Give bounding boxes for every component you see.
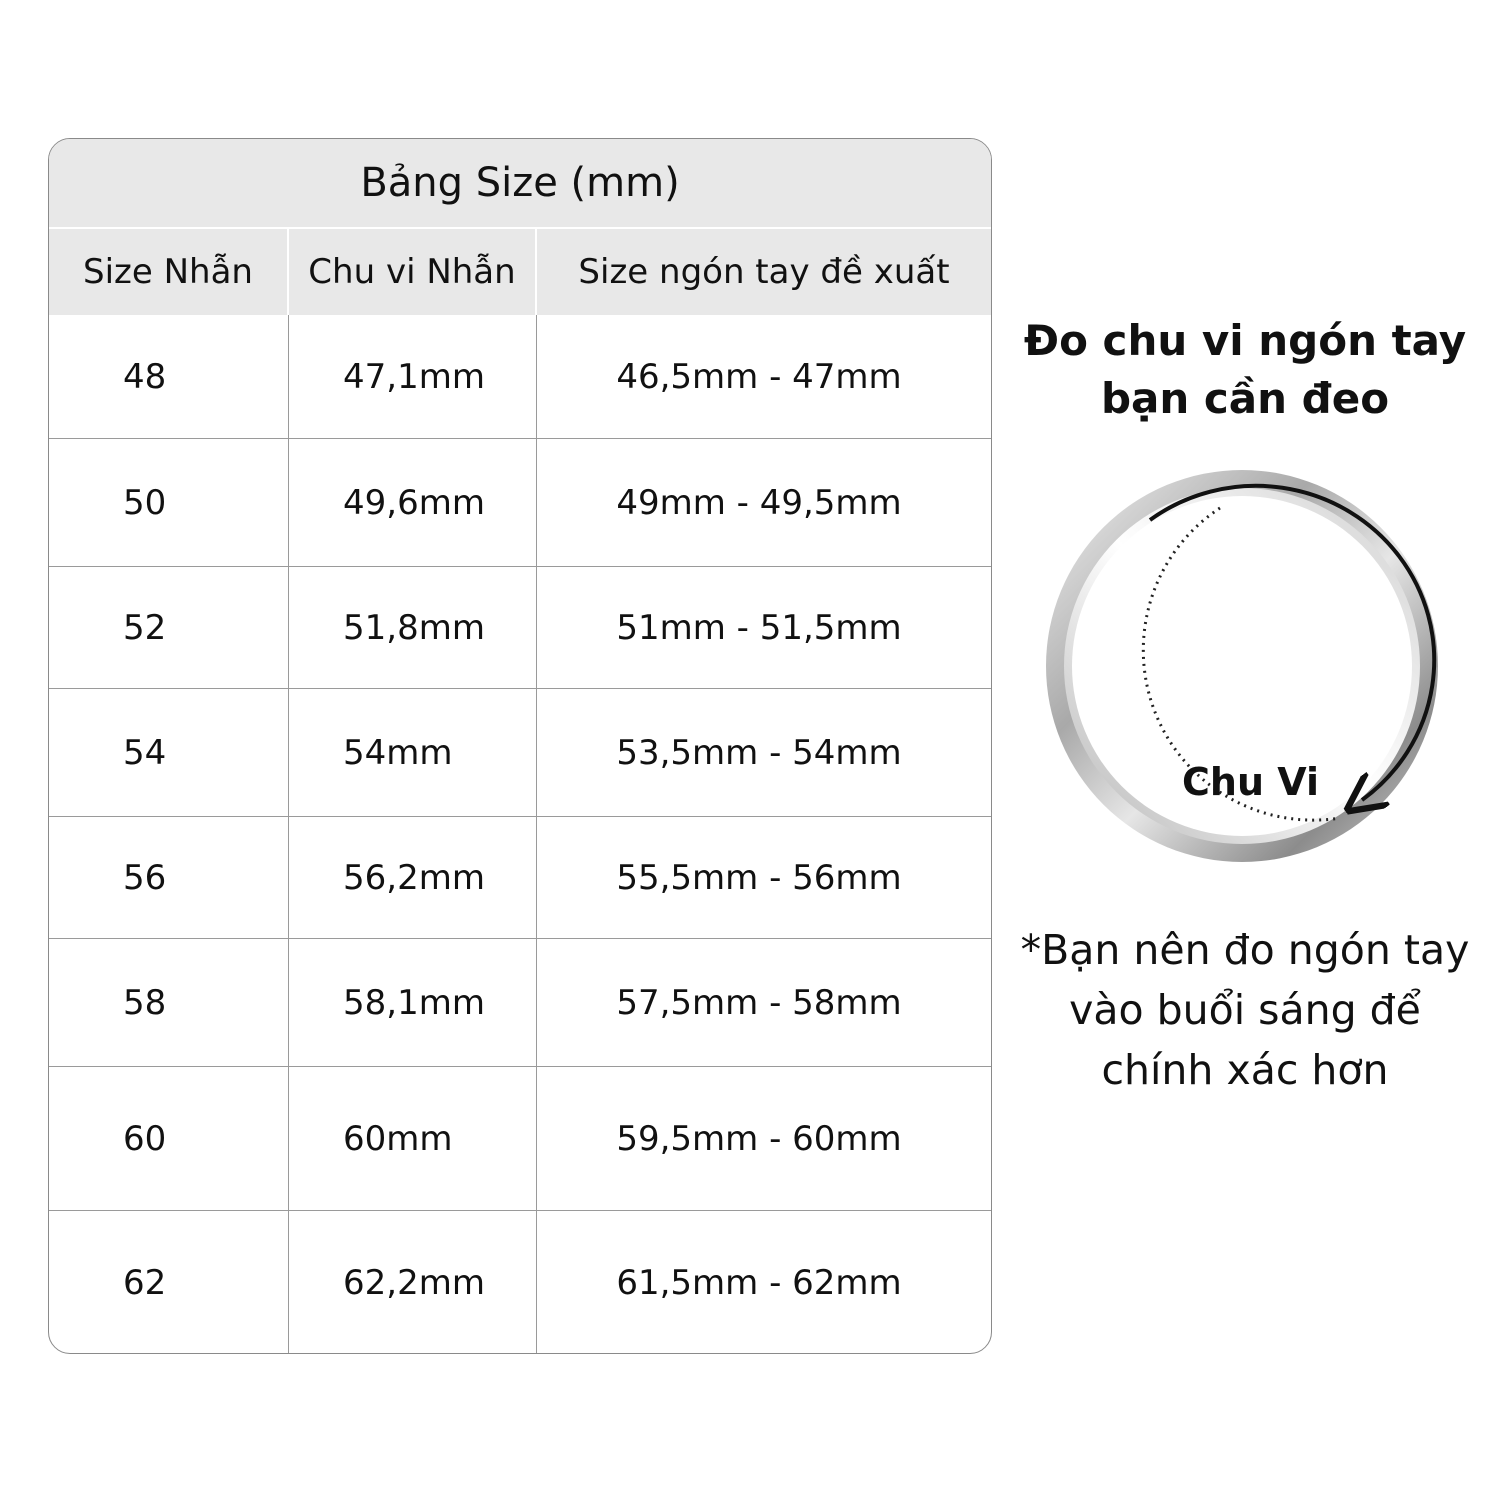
- cell-ring-circumference: 47,1mm: [289, 315, 537, 438]
- table-title: Bảng Size (mm): [49, 139, 991, 227]
- cell-finger-size: 57,5mm - 58mm: [616, 982, 902, 1023]
- cell-ring-circumference: 60mm: [289, 1067, 537, 1210]
- cell-finger-size: 49mm - 49,5mm: [616, 482, 902, 523]
- measure-heading: [1010, 312, 1480, 428]
- size-table: [48, 138, 992, 1354]
- table-row: [49, 439, 991, 567]
- table-row: [49, 315, 991, 439]
- table-body: [49, 315, 991, 1354]
- cell-ring-size: 56: [49, 817, 289, 938]
- table-row: [49, 939, 991, 1067]
- table-header-row: [49, 229, 991, 315]
- cell-ring-size: 54: [49, 689, 289, 816]
- cell-ring-circumference: 62,2mm: [289, 1211, 537, 1354]
- cell-ring-size: 48: [49, 315, 289, 438]
- note-line-3: chính xác hơn: [1101, 1046, 1389, 1094]
- cell-ring-size: 60: [49, 1067, 289, 1210]
- cell-ring-size: 62: [49, 1211, 289, 1354]
- table-row: [49, 1067, 991, 1211]
- cell-ring-circumference: 51,8mm: [289, 567, 537, 688]
- measure-heading-line-1: Đo chu vi ngón tay: [1023, 316, 1467, 365]
- table-row: [49, 689, 991, 817]
- note-line-1: *Bạn nên đo ngón tay: [1020, 926, 1470, 974]
- cell-finger-size: 51mm - 51,5mm: [616, 607, 902, 648]
- cell-finger-size: 53,5mm - 54mm: [616, 732, 902, 773]
- header-ring-circumference: Chu vi Nhẫn: [289, 229, 535, 315]
- table-row: [49, 817, 991, 939]
- table-row: [49, 567, 991, 689]
- measure-note: [1010, 920, 1480, 1100]
- cell-ring-circumference: 56,2mm: [289, 817, 537, 938]
- cell-ring-circumference: 58,1mm: [289, 939, 537, 1066]
- header-finger-size: Size ngón tay đề xuất: [537, 229, 991, 315]
- ring-illustration: [1020, 448, 1460, 888]
- ring-label: Chu Vi: [1182, 760, 1319, 804]
- header-ring-size: Size Nhẫn: [49, 229, 287, 315]
- cell-finger-size: 59,5mm - 60mm: [616, 1118, 902, 1159]
- ring-icon: [1020, 448, 1460, 888]
- cell-ring-circumference: 49,6mm: [289, 439, 537, 566]
- table-row: [49, 1211, 991, 1354]
- cell-ring-size: 52: [49, 567, 289, 688]
- cell-finger-size: 61,5mm - 62mm: [616, 1263, 902, 1303]
- cell-ring-size: 58: [49, 939, 289, 1066]
- cell-finger-size: 55,5mm - 56mm: [616, 857, 902, 898]
- cell-ring-size: 50: [49, 439, 289, 566]
- note-line-2: vào buổi sáng để: [1069, 986, 1421, 1034]
- cell-ring-circumference: 54mm: [289, 689, 537, 816]
- cell-finger-size: 46,5mm - 47mm: [616, 356, 902, 397]
- measure-heading-line-2: bạn cần đeo: [1100, 374, 1390, 423]
